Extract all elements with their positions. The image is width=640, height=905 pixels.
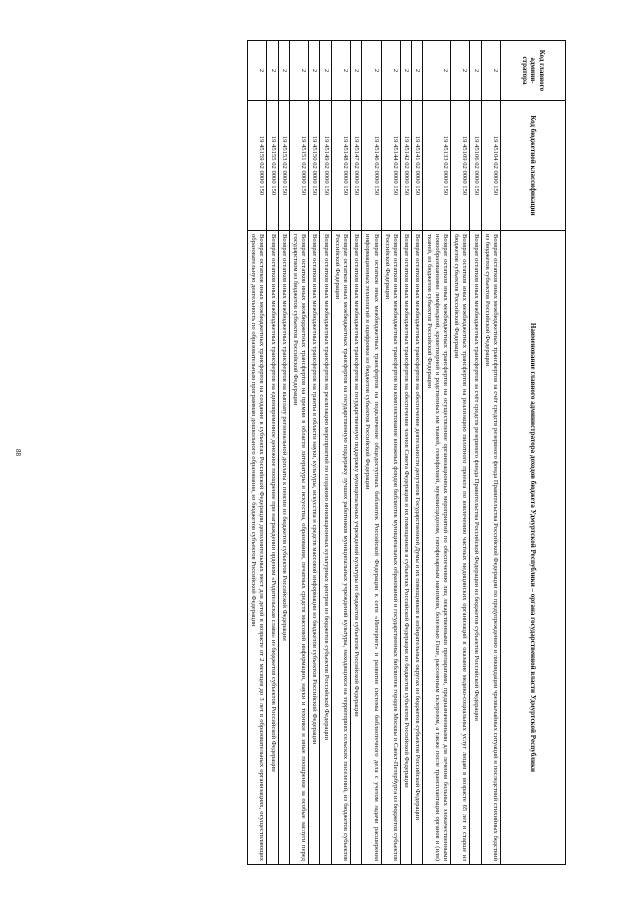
row-name: Возврат остатков иных межбюджетных трансфертов на создание в субъектах Российской Федерации дополнительных мест для детей в возрасте от 2 месяцев до 3 лет в образовательных организациях, осуществляющих образовательную деятельность по образовательным программам дошкольного образования, из бюджетов субъектов Российской Федерации	[247, 231, 266, 865]
table-row	[247, 41, 266, 865]
row-admin-code: 2	[289, 41, 308, 101]
table-row	[381, 41, 400, 865]
header-name: Наименование главного администратора доходов бюджета Удмуртской Республики – органа государственной власти Удмуртской Республики	[501, 231, 566, 865]
row-admin-code: 2	[362, 41, 381, 101]
table-row	[267, 41, 278, 865]
row-budget-code: 19 45147 02 0000 150	[350, 101, 361, 231]
table-body	[247, 41, 500, 865]
row-name: Возврат остатков иных межбюджетных трансфертов за счёт средств резервного фонда Правительства Российской Федерации по предупреждению и ликвидации чрезвычайных ситуаций и последствий стихийных бедствий из бюджетов субъектов Российской Федерации	[481, 231, 500, 865]
row-budget-code: 19 45150 02 0000 150	[309, 101, 320, 231]
row-admin-code: 2	[381, 41, 400, 101]
row-name: Возврат остатков иных межбюджетных трансфертов на государственную поддержку муниципальных учреждений культуры из бюджетов субъектов Российской Федерации	[350, 231, 361, 865]
row-name: Возврат остатков иных межбюджетных трансфертов на реализацию мероприятий по созданию инновационных культурных центров из бюджетов субъектов Российской Федерации	[320, 231, 331, 865]
row-name: Возврат остатков иных межбюджетных трансфертов на гранты в области науки, культуры, искусства и средств массовой информации из бюджетов субъектов Российской Федерации	[309, 231, 320, 865]
table-row	[450, 41, 469, 865]
row-budget-code: 19 45109 02 0000 150	[450, 101, 469, 231]
row-budget-code: 19 45144 02 0000 150	[381, 101, 400, 231]
table-row	[400, 41, 411, 865]
row-budget-code: 19 45104 02 0000 150	[481, 101, 500, 231]
row-admin-code: 2	[267, 41, 278, 101]
row-name: Возврат остатков иных межбюджетных трансфертов на комплектование книжных фондов библиотек муниципальных образований и государственных библиотек городов Москвы и Санкт-Петербурга из бюджетов субъектов Российской Федерации	[381, 231, 400, 865]
row-name: Возврат остатков иных межбюджетных трансфертов на подключение общедоступных библиотек Российской Федерации к сети «Интернет» и развитие системы библиотечного дела с учетом задачи расширения информационных технологий и оцифровки из бюджетов субъектов Российской Федерации	[362, 231, 381, 865]
page-number: 88	[14, 449, 22, 456]
rotated-table-container	[60, 40, 566, 864]
row-admin-code: 2	[309, 41, 320, 101]
table-row	[350, 41, 361, 865]
header-budget-code: Код бюджетной классификации	[501, 101, 566, 231]
row-budget-code: 19 45148 02 0000 150	[331, 101, 350, 231]
row-name: Возврат остатков иных межбюджетных трансфертов за счёт средств резервного фонда Правительства Российской Федерации из бюджетов субъектов Российской Федерации	[470, 231, 481, 865]
table-row	[423, 41, 451, 865]
header-admin-code: Код главного админи-стратора	[501, 41, 566, 101]
table-row	[481, 41, 500, 865]
table-row	[309, 41, 320, 865]
table-row	[412, 41, 423, 865]
row-admin-code: 2	[423, 41, 451, 101]
table-header-row	[501, 41, 566, 865]
row-name: Возврат остатков иных межбюджетных трансфертов на обеспечение членов Совета Федерации и их помощников в субъектах Российской Федерации из бюджетов субъектов Российской Федерации	[400, 231, 411, 865]
row-name: Возврат остатков иных межбюджетных трансфертов на государственную поддержку лучших работников муниципальных учреждений культуры, находящихся на территориях сельских поселений, из бюджетов субъектов Российской Федерации	[331, 231, 350, 865]
row-budget-code: 19 45106 02 0000 150	[470, 101, 481, 231]
row-budget-code: 19 45142 02 0000 150	[400, 101, 411, 231]
row-admin-code: 2	[400, 41, 411, 101]
row-admin-code: 2	[247, 41, 266, 101]
row-name: Возврат остатков иных межбюджетных трансфертов на обеспечение деятельности депутатов Государственной Думы и их помощников в избирательных округах из бюджетов субъектов Российской Федерации	[412, 231, 423, 865]
row-admin-code: 2	[412, 41, 423, 101]
row-admin-code: 2	[470, 41, 481, 101]
row-admin-code: 2	[278, 41, 289, 101]
row-name: Возврат остатков иных межбюджетных трансфертов на выплату региональной доплаты к пенсии из бюджетов субъектов Российской Федерации	[278, 231, 289, 865]
table-row	[320, 41, 331, 865]
row-admin-code: 2	[331, 41, 350, 101]
row-budget-code: 19 45159 02 0000 150	[247, 101, 266, 231]
row-name: Возврат остатков иных межбюджетных трансфертов на реализацию пилотного проекта по вовлечению частных медицинских организаций в оказание медико-социальных услуг лицам в возрасте 65 лет и старше из бюджетов субъектов Российской Федерации	[450, 231, 469, 865]
table-row	[289, 41, 308, 865]
table-row	[278, 41, 289, 865]
row-budget-code: 19 45153 02 0000 150	[278, 101, 289, 231]
row-budget-code: 19 45149 02 0000 150	[320, 101, 331, 231]
table-row	[331, 41, 350, 865]
row-budget-code: 19 45133 02 0000 150	[423, 101, 451, 231]
row-name: Возврат остатков иных межбюджетных трансфертов на осуществление организационных мероприятий по обеспечению лиц лекарственными препаратами, предназначенными для лечения больных злокачественными новообразованиями лимфоидной, кроветворной и родственных им тканей, гемофилией, муковисцидозом, гипофизарным нанизмом, болезнью Гоше, рассеянным склерозом, а также после трансплантации органов и (или) тканей, из бюджетов субъектов Российской Федерации	[423, 231, 451, 865]
table-row	[470, 41, 481, 865]
row-budget-code: 19 45151 02 0000 150	[289, 101, 308, 231]
row-name: Возврат остатков иных межбюджетных трансфертов на единовременное денежное поощрение при награждении орденом «Родительская слава» из бюджетов субъектов Российской Федерации	[267, 231, 278, 865]
row-admin-code: 2	[481, 41, 500, 101]
row-admin-code: 2	[450, 41, 469, 101]
row-admin-code: 2	[350, 41, 361, 101]
row-name: Возврат остатков иных межбюджетных трансфертов на премии в области литературы и искусства, образования, печатных средств массовой информации, науки и техники и иные поощрения за особые заслуги перед государством из бюджетов субъектов Российской Федерации	[289, 231, 308, 865]
row-budget-code: 19 45141 02 0000 150	[412, 101, 423, 231]
row-admin-code: 2	[320, 41, 331, 101]
revenue-administrators-table	[247, 40, 566, 865]
row-budget-code: 19 45155 02 0000 150	[267, 101, 278, 231]
table-row	[362, 41, 381, 865]
row-budget-code: 19 45146 02 0000 150	[362, 101, 381, 231]
